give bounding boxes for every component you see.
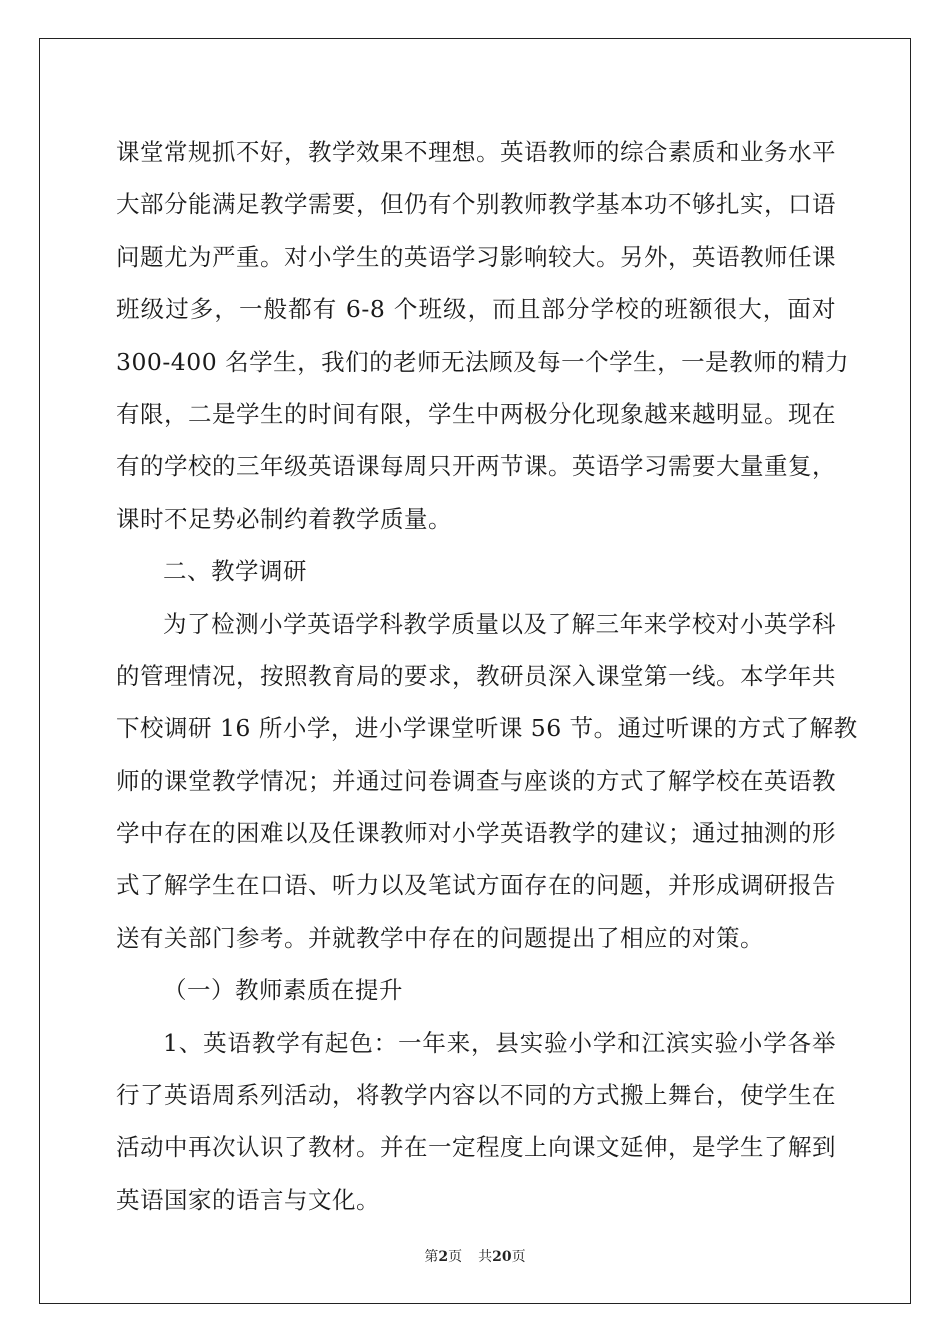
page-prefix: 第 [424,1249,439,1265]
section-heading: 二、教学调研 [163,557,307,586]
total-prefix: 共 [478,1249,493,1265]
text-line: 师的课堂教学情况；并通过问卷调查与座谈的方式了解学校在英语教 [116,766,836,795]
text-line: 的管理情况，按照教育局的要求，教研员深入课堂第一线。本学年共 [116,661,836,690]
text-line: 式了解学生在口语、听力以及笔试方面存在的问题，并形成调研报告 [116,871,836,900]
text-line: 送有关部门参考。并就教学中存在的问题提出了相应的对策。 [116,923,764,952]
text-line: 有的学校的三年级英语课每周只开两节课。英语学习需要大量重复， [116,452,836,481]
text-line: 英语国家的语言与文化。 [116,1185,380,1214]
total-pages: 20 [492,1249,512,1265]
text-line: 活动中再次认识了教材。并在一定程度上向课文延伸，是学生了解到 [116,1133,836,1162]
text-line: 下校调研 16 所小学，进小学课堂听课 56 节。通过听课的方式了解教 [116,714,858,743]
total-suffix: 页 [511,1249,526,1265]
text-line: 为了检测小学英语学科教学质量以及了解三年来学校对小英学科 [163,609,836,638]
subsection-heading: （一）教师素质在提升 [163,976,403,1005]
text-line: 问题尤为严重。对小学生的英语学习影响较大。另外，英语教师任课 [116,242,836,271]
text-line: 班级过多，一般都有 6-8 个班级，而且部分学校的班额很大，面对 [116,295,836,324]
text-line: 课堂常规抓不好，教学效果不理想。英语教师的综合素质和业务水平 [116,138,836,166]
text-line: 学中存在的困难以及任课教师对小学英语教学的建议；通过抽测的形 [116,819,836,848]
page-number: 2 [438,1249,449,1265]
text-line: 有限，二是学生的时间有限，学生中两极分化现象越来越明显。现在 [116,399,836,428]
text-line: 1、英语教学有起色：一年来，县实验小学和江滨实验小学各举 [163,1028,836,1057]
text-line: 行了英语周系列活动，将教学内容以不同的方式搬上舞台，使学生在 [116,1081,836,1110]
page-footer [0,1246,950,1266]
page-suffix: 页 [448,1249,463,1265]
text-line: 大部分能满足教学需要，但仍有个别教师教学基本功不够扎实，口语 [116,190,836,219]
text-line: 课时不足势必制约着教学质量。 [116,504,452,533]
document-body [116,126,858,1226]
text-line: 300-400 名学生，我们的老师无法顾及每一个学生，一是教师的精力 [116,347,850,376]
